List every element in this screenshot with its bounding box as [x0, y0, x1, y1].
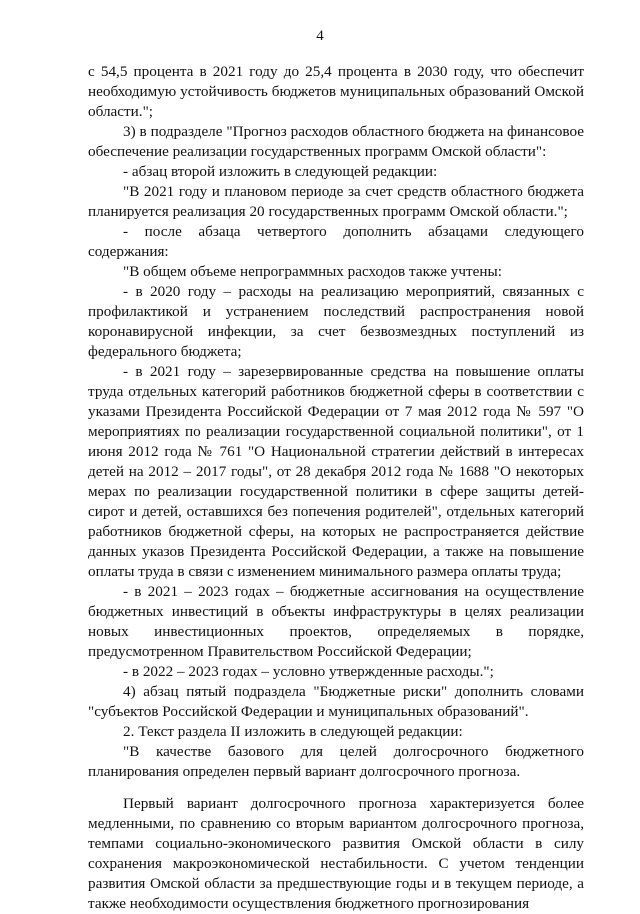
page-number: 4 [316, 28, 324, 44]
paragraph: "В общем объеме непрограммных расходов также учтены: [123, 263, 502, 280]
paragraph: Первый вариант долгосрочного прогноза характеризуется более медленными, по сравнению со вторым вариантом долгосрочного прогноза, темпами социально-экономического развития Омской области в силу сохранения макроэкономической нестабильности. С учетом тенденции развития Омской области за предшествующие годы и в текущем периоде, а также необходимости осуществления бюджетного прогнозирования [88, 795, 584, 912]
paragraph: "В 2021 году и плановом периоде за счет средств областного бюджета планируется реализация 20 государственных программ Омской области."; [88, 183, 584, 220]
paragraph: с 54,5 процента в 2021 году до 25,4 процента в 2030 году, что обеспечит необходимую устойчивость бюджетов муниципальных образований Омской области."; [88, 63, 584, 120]
paragraph: 2. Текст раздела II изложить в следующей редакции: [123, 723, 463, 740]
document-body [88, 62, 584, 914]
paragraph: - абзац второй изложить в следующей редакции: [123, 163, 438, 180]
paragraph: - в 2021 году – зарезервированные средства на повышение оплаты труда отдельных категорий работников бюджетной сферы в соответствии с указами Президента Российской Федерации от 7 мая 2012 года № 597 "О мероприятиях по реализации государственной социальной политики", от 1 июня 2012 года № 761 "О Национальной стратегии действий в интересах детей на 2012 – 2017 годы", от 28 декабря 2012 года № 1688 "О некоторых мерах по реализации государственной политики в сфере защиты детей-сирот и детей, оставшихся без попечения родителей", отдельных категорий работников бюджетной сферы, на которых не распространяется действие данных указов Президента Российской Федерации, а также на повышение оплаты труда в связи с изменением минимального размера оплаты труда; [88, 363, 584, 580]
paragraph: "В качестве базового для целей долгосрочного бюджетного планирования определен первый вариант долгосрочного прогноза. [88, 743, 584, 780]
paragraph: - в 2021 – 2023 годах – бюджетные ассигнования на осуществление бюджетных инвестиций в объекты инфраструктуры в целях реализации новых инвестиционных проектов, определяемых в порядке, предусмотренном Правительством Российской Федерации; [88, 583, 584, 660]
paragraph: 3) в подразделе "Прогноз расходов областного бюджета на финансовое обеспечение реализации государственных программ Омской области": [88, 123, 584, 160]
paragraph: - в 2022 – 2023 годах – условно утвержденные расходы."; [123, 663, 494, 680]
paragraph: 4) абзац пятый подраздела "Бюджетные риски" дополнить словами "субъектов Российской Федерации и муниципальных образований". [88, 683, 584, 720]
paragraph: - в 2020 году – расходы на реализацию мероприятий, связанных с профилактикой и устранением последствий распространения новой коронавирусной инфекции, за счет безвозмездных поступлений из федерального бюджета; [88, 283, 584, 360]
paragraph: - после абзаца четвертого дополнить абзацами следующего содержания: [88, 223, 584, 260]
